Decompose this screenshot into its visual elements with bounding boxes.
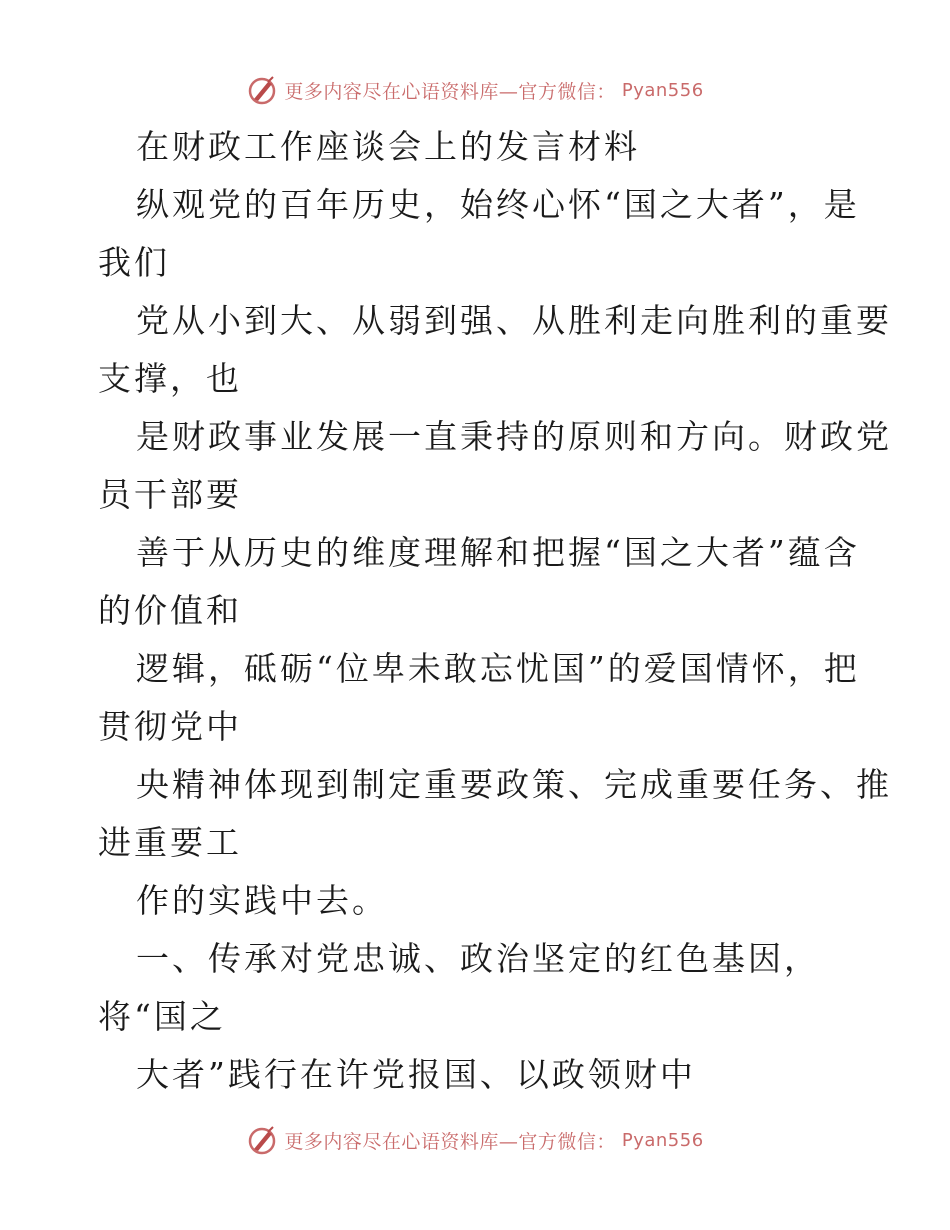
watermark-banner-bottom	[0, 1120, 950, 1160]
document-body	[98, 118, 892, 1104]
paragraph-line: 是财政事业发展一直秉持的原则和方向。财政党	[136, 417, 892, 456]
quill-pen-logo-icon	[246, 1124, 278, 1156]
watermark-wechat-id: Pyan556	[621, 1129, 704, 1151]
paragraph-line: 的价值和	[98, 591, 242, 630]
paragraph-line: 我们	[98, 243, 170, 282]
paragraph-line: 逻辑，砥砺“位卑未敢忘忧国”的爱国情怀，把	[136, 649, 860, 688]
paragraph-line: 善于从历史的维度理解和把握“国之大者”蕴含	[136, 533, 860, 572]
quill-pen-logo-icon	[246, 74, 278, 106]
paragraph-line: 支撑，也	[98, 359, 242, 398]
watermark-wechat-id: Pyan556	[621, 79, 704, 101]
document-title: 在财政工作座谈会上的发言材料	[136, 127, 640, 166]
paragraph-line: 进重要工	[98, 823, 242, 862]
section-heading-line: 大者”践行在许党报国、以政领财中	[136, 1055, 696, 1094]
paragraph-line: 央精神体现到制定重要政策、完成重要任务、推	[136, 765, 892, 804]
section-heading-line: 一、传承对党忠诚、政治坚定的红色基因，	[136, 939, 820, 978]
watermark-banner-top	[0, 70, 950, 110]
paragraph-line: 党从小到大、从弱到强、从胜利走向胜利的重要	[136, 301, 892, 340]
paragraph-line: 作的实践中去。	[136, 881, 388, 920]
paragraph-line: 纵观党的百年历史，始终心怀“国之大者”，是	[136, 185, 860, 224]
paragraph-line: 员干部要	[98, 475, 242, 514]
paragraph-line: 贯彻党中	[98, 707, 242, 746]
watermark-text: 更多内容尽在心语资料库—官方微信：	[284, 80, 616, 103]
section-heading-line: 将“国之	[98, 997, 226, 1036]
watermark-text: 更多内容尽在心语资料库—官方微信：	[284, 1130, 616, 1153]
